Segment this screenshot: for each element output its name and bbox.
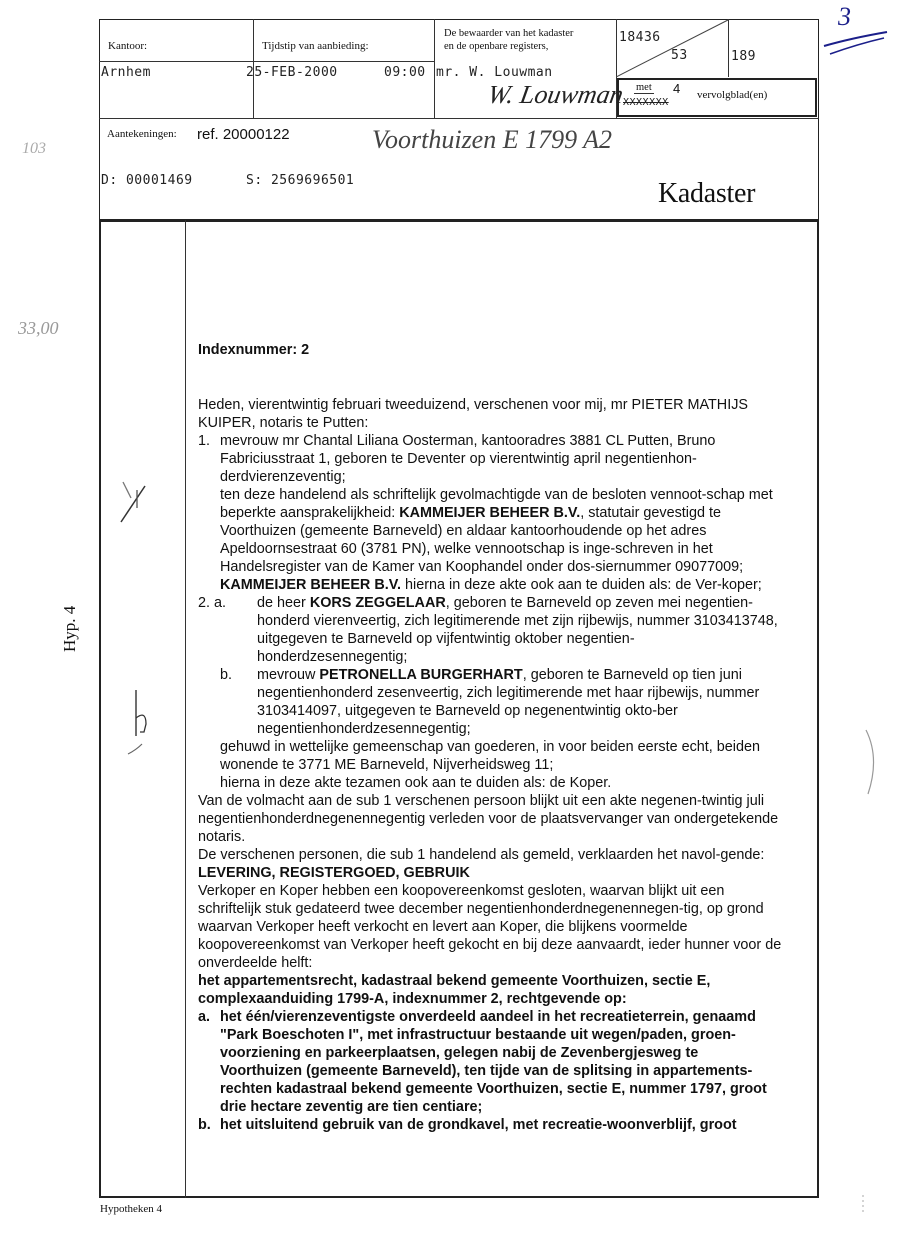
- list-item-2-designation: hierna in deze akte tezamen ook aan te duiden als: de Koper.: [220, 775, 612, 791]
- list-item-1-representation: ten deze handelend als schriftelijk gevolmachtigde van de besloten vennoot-schap met beperkte aansprakelijkheid: KAMMEIJER BEHEER B.V., statutair gevestigd te Voorthuizen (gemeente Barneveld) en aldaar kantoorhoudende op het adres Apeldoornsestraat 60 (3781 PN), welke vennootschap is inge-schreven in het Handelsregister van de Kamer van Koophandel onder dos-siernummer 09077009;: [220, 487, 773, 575]
- margin-scribble-top: 103: [22, 140, 46, 157]
- footer-label: Hypotheken 4: [100, 1203, 163, 1215]
- reference-number: ref. 20000122: [197, 126, 290, 143]
- register-right: 189: [731, 49, 756, 64]
- register-top: 18436: [619, 30, 661, 45]
- margin-check-mark: [115, 480, 160, 530]
- d-number: D: 00001469: [101, 173, 193, 188]
- paragraph-sale: Verkoper en Koper hebben een koopovereenkomst gesloten, waarvan blijkt uit een schriftelijk stuk gedateerd twee december negentienhonderdnegenennegen-tig, op grond waarvan Verkoper heeft verkocht en levert aan Koper, die blijkens voormelde koopovereenkomst van Verkoper heeft gekocht en bij deze aanvaardt, ieder hunner voor de onverdeelde helft:: [198, 883, 782, 971]
- handwritten-note: Voorthuizen E 1799 A2: [372, 125, 613, 154]
- s-number: S: 2569696501: [246, 173, 355, 188]
- list-item-2-marital: gehuwd in wettelijke gemeenschap van goederen, in voor beiden eerste echt, beiden wonende te 3771 ME Barneveld, Nijverheidsweg 11;: [220, 739, 761, 773]
- tijdstip-date: 25-FEB-2000: [246, 65, 338, 80]
- kadaster-logo: Kadaster: [658, 178, 756, 209]
- divider: [99, 61, 435, 62]
- bewaarder-label-1: De bewaarder van het kadaster: [444, 28, 574, 39]
- tijdstip-time: 09:00: [384, 65, 426, 80]
- kantoor-value: Arnhem: [101, 65, 151, 80]
- list-item-1: 1. mevrouw mr Chantal Liliana Oosterman, kantooradres 3881 CL Putten, Bruno Fabriciusstraat 1, geboren te Deventer op vierentwintig april negentienhon-derdvierenzeventig;: [198, 433, 716, 485]
- section-heading: LEVERING, REGISTERGOED, GEBRUIK: [198, 865, 470, 881]
- property-item-a: a. het één/vierenzeventigste onverdeeld aandeel in het recreatieterrein, genaamd "Park Boeschoten I", met infrastructuur bestaande uit wegen/paden, groen-voorziening en parkeerplaatsen, gelegen nabij de Zevenbergjesweg te Voorthuizen (gemeente Barneveld), ten tijde van de splitsing in appartements-rechten kadastraal bekend gemeente Voorthuizen, sectie E, nummer 1797, groot drie hectare zeventig are tien centiare;: [198, 1009, 767, 1115]
- paragraph-intro: Heden, vierentwintig februari tweeduizend, verschenen voor mij, mr PIETER MATHIJS KUIPER, notaris te Putten:: [198, 397, 748, 431]
- vervolgbladen-count: 4: [673, 81, 681, 96]
- page-corner-mark: 3: [838, 2, 851, 31]
- divider: [99, 118, 819, 119]
- bewaarder-name: mr. W. Louwman: [436, 65, 553, 80]
- paragraph-property: het appartementsrecht, kadastraal bekend gemeente Voorthuizen, sectie E, complexaanduiding 1799-A, indexnummer 2, rechtgevende op:: [198, 973, 711, 1007]
- corner-underline: [822, 28, 892, 58]
- list-item-2a: 2. a. de heer KORS ZEGGELAAR, geboren te Barneveld op zeven mei negentien-honderd vierenveertig, zich legitimerende met zijn rijbewijs, nummer 3103413748, uitgegeven te Barneveld op vijfentwintig oktober negentien-honderdzesennegentig;: [198, 595, 778, 665]
- margin-scribble-h: [120, 680, 160, 760]
- kantoor-label: Kantoor:: [108, 40, 148, 52]
- tijdstip-label: Tijdstip van aanbieding:: [262, 40, 369, 52]
- paragraph-declaration: De verschenen personen, die sub 1 handelend als gemeld, verklaarden het navol-gende:: [198, 847, 765, 863]
- margin-scribble-amount: 33,00: [18, 318, 59, 338]
- met-struck: XXXXXXX: [623, 97, 669, 108]
- paragraph-volmacht: Van de volmacht aan de sub 1 verschenen persoon blijkt uit een akte negenen-twintig juli negentienhonderdnegenennegentig verleden voor de plaatsvervanger van ondergetekende notaris.: [198, 793, 779, 845]
- vervolgbladen-label: vervolgblad(en): [697, 89, 768, 101]
- index-number: Indexnummer: 2: [198, 342, 310, 358]
- met-label: met: [636, 82, 652, 93]
- margin-divider: [185, 220, 186, 1198]
- hyp-label: Hyp. 4: [60, 605, 79, 652]
- list-item-1-designation: KAMMEIJER BEHEER B.V. hierna in deze akte ook aan te duiden als: de Ver-koper;: [220, 577, 762, 593]
- deed-body: [198, 396, 783, 1134]
- aantekeningen-label: Aantekeningen:: [107, 128, 177, 140]
- register-mid: 53: [671, 48, 688, 63]
- right-edge-marks: [860, 1195, 866, 1215]
- property-item-b: b. het uitsluitend gebruik van de grondkavel, met recreatie-woonverblijf, groot: [198, 1117, 737, 1133]
- list-item-2b: b. mevrouw PETRONELLA BURGERHART, geboren te Barneveld op tien juni negentienhonderd zesenveertig, zich legitimerende met haar rijbewijs, nummer 3103414097, uitgegeven te Barneveld op negenentwintig okto-ber negentienhonderdzesennegentig;: [220, 667, 760, 737]
- divider: [434, 19, 435, 118]
- bewaarder-label-2: en de openbare registers,: [444, 41, 549, 52]
- signature: W. Louwman: [485, 80, 626, 109]
- right-margin-bracket: [862, 728, 882, 798]
